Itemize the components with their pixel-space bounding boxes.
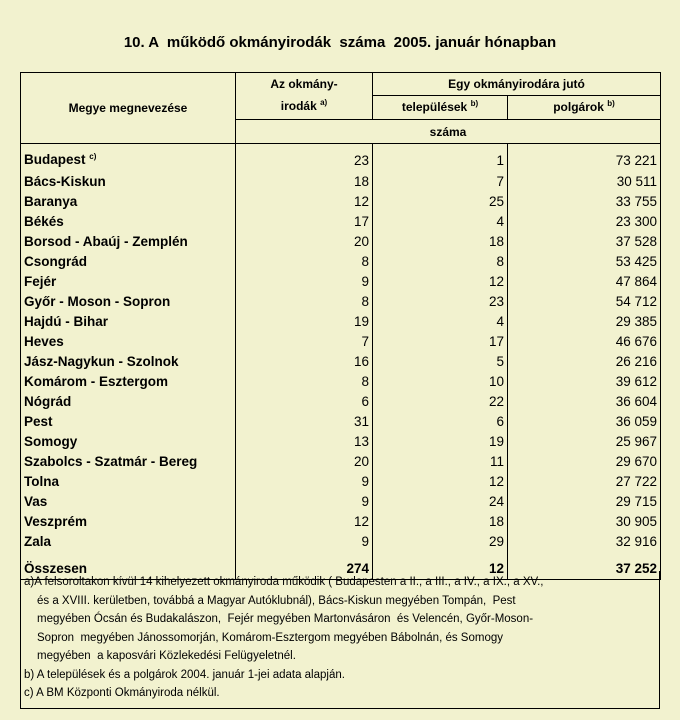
- settlements-cell: 8: [373, 252, 508, 272]
- table-row: [21, 492, 661, 512]
- table-row: [21, 352, 661, 372]
- offices-header-line2: [236, 95, 372, 119]
- settlements-cell: 4: [373, 312, 508, 332]
- table-body: [21, 144, 661, 581]
- footnote-line: megyében Ócsán és Budakalászon, Fejér megyében Martonvásáron és Velencén, Győr-Moson-: [37, 613, 534, 625]
- offices-header-line1: Az okmány-: [270, 77, 338, 91]
- table-row: [21, 372, 661, 392]
- citizens-cell: 26 216: [508, 352, 661, 372]
- citizens-cell: 27 722: [508, 472, 661, 492]
- settlements-cell: 12: [373, 472, 508, 492]
- citizens-cell: 54 712: [508, 292, 661, 312]
- table-row: [21, 150, 661, 172]
- county-header-label: Megye megnevezése: [68, 101, 188, 115]
- citizens-cell: 29 385: [508, 312, 661, 332]
- table-row: [21, 472, 661, 492]
- table-row: [21, 452, 661, 472]
- offices-cell: 17: [236, 212, 373, 232]
- citizens-header-label: polgárok: [553, 100, 604, 115]
- settlements-header-label: települések: [401, 100, 468, 115]
- offices-cell: 20: [236, 452, 373, 472]
- settlements-cell: 5: [373, 352, 508, 372]
- citizens-cell: 47 864: [508, 272, 661, 292]
- table-row: [21, 392, 661, 412]
- county-name-text: Veszprém: [24, 513, 88, 529]
- table-row: [21, 172, 661, 192]
- settlements-cell: 7: [373, 172, 508, 192]
- county-name: [21, 512, 236, 532]
- county-name-text: Csongrád: [24, 253, 88, 269]
- county-name-text: Bács-Kiskun: [24, 173, 106, 189]
- total-offices: 274: [236, 559, 373, 580]
- citizens-cell: 29 670: [508, 452, 661, 472]
- table-row: [21, 532, 661, 552]
- county-name: [21, 332, 236, 352]
- offices-footnote-mark: a): [320, 98, 328, 107]
- county-name-text: Budapest: [24, 151, 86, 167]
- county-name-text: Tolna: [24, 473, 59, 489]
- offices-cell: 18: [236, 172, 373, 192]
- offices-cell: 13: [236, 432, 373, 452]
- citizens-cell: 30 905: [508, 512, 661, 532]
- county-name-text: Heves: [24, 333, 64, 349]
- citizens-cell: 30 511: [508, 172, 661, 192]
- settlements-header: [373, 95, 508, 119]
- county-name-text: Pest: [24, 413, 53, 429]
- offices-cell: 12: [236, 512, 373, 532]
- county-name-text: Fejér: [24, 273, 57, 289]
- county-name-text: Vas: [24, 493, 48, 509]
- county-name: [21, 492, 236, 512]
- settlements-cell: 19: [373, 432, 508, 452]
- settlements-cell: 12: [373, 272, 508, 292]
- citizens-cell: 29 715: [508, 492, 661, 512]
- offices-cell: 16: [236, 352, 373, 372]
- settlements-cell: 29: [373, 532, 508, 552]
- citizens-header: [508, 95, 661, 119]
- table-row: [21, 432, 661, 452]
- offices-cell: 8: [236, 292, 373, 312]
- table-row: [21, 232, 661, 252]
- offices-cell: 7: [236, 332, 373, 352]
- footnote-line: és a XVIII. kerületben, továbbá a Magyar Autóklubnál), Bács-Kiskun megyében Tompán, Pest: [37, 594, 516, 607]
- county-name: [21, 172, 236, 192]
- offices-cell: 6: [236, 392, 373, 412]
- county-name-text: Baranya: [24, 193, 78, 209]
- citizens-cell: 23 300: [508, 212, 661, 232]
- table-row: [21, 332, 661, 352]
- settlements-cell: 6: [373, 412, 508, 432]
- table-row: [21, 252, 661, 272]
- county-name: [21, 352, 236, 372]
- settlements-cell: 17: [373, 332, 508, 352]
- citizens-cell: 36 604: [508, 392, 661, 412]
- citizens-cell: 39 612: [508, 372, 661, 392]
- county-name-text: Borsod - Abaúj - Zemplén: [24, 233, 188, 249]
- county-name-text: Nógrád: [24, 393, 72, 409]
- settlements-cell: 18: [373, 232, 508, 252]
- citizens-cell: 46 676: [508, 332, 661, 352]
- county-name: [21, 452, 236, 472]
- county-name: [21, 150, 236, 172]
- total-settlements: 12: [373, 559, 508, 580]
- offices-header-label: irodák: [280, 99, 317, 113]
- citizens-cell: 36 059: [508, 412, 661, 432]
- county-name: [21, 472, 236, 492]
- total-label: Összesen: [21, 559, 236, 580]
- footnote-line: Sopron megyében Jánossomorján, Komárom-Esztergom megyében Bábolnán, és Somogy: [37, 631, 503, 644]
- offices-cell: 9: [236, 492, 373, 512]
- settlements-cell: 25: [373, 192, 508, 212]
- offices-header: [236, 73, 373, 120]
- settlements-cell: 22: [373, 392, 508, 412]
- offices-cell: 8: [236, 372, 373, 392]
- county-name-text: Komárom - Esztergom: [24, 373, 169, 389]
- citizens-cell: 53 425: [508, 252, 661, 272]
- offices-cell: 9: [236, 472, 373, 492]
- county-name-text: Békés: [24, 213, 64, 229]
- offices-cell: 19: [236, 312, 373, 332]
- table-row: [21, 412, 661, 432]
- settlements-cell: 10: [373, 372, 508, 392]
- offices-cell: 23: [236, 150, 373, 172]
- page-title: 10. A működő okmányirodák száma 2005. január hónapban: [123, 34, 557, 51]
- total-citizens: 37 252: [508, 559, 661, 580]
- table-row: [21, 512, 661, 532]
- footnote-line: megyében a kaposvári Közlekedési Felügyeletnél.: [37, 650, 296, 662]
- table-row: [21, 192, 661, 212]
- county-name-text: Hajdú - Bihar: [24, 313, 109, 329]
- footnote-line: b) A települések és a polgárok 2004. január 1-jei adata alapján.: [24, 668, 345, 681]
- citizens-cell: 32 916: [508, 532, 661, 552]
- settlements-cell: 1: [373, 150, 508, 172]
- county-name: [21, 432, 236, 452]
- settlements-cell: 24: [373, 492, 508, 512]
- footnote-line: a)A felsoroltakon kívül 14 kihelyezett okmányiroda működik ( Budapesten a II., a III., a IV., a IX., a XV.,: [24, 576, 544, 588]
- offices-cell: 12: [236, 192, 373, 212]
- county-name: [21, 372, 236, 392]
- offices-cell: 9: [236, 272, 373, 292]
- county-name: [21, 532, 236, 552]
- county-name-text: Zala: [24, 533, 52, 549]
- offices-cell: 31: [236, 412, 373, 432]
- per-office-header: Egy okmányirodára jutó: [373, 73, 661, 96]
- table-row: [21, 212, 661, 232]
- footnote-line: c) A BM Központi Okmányiroda nélkül.: [24, 687, 220, 699]
- county-name-text: Somogy: [24, 433, 78, 449]
- county-footnote-mark: c): [89, 151, 97, 161]
- county-name: [21, 252, 236, 272]
- county-name: [21, 292, 236, 312]
- county-name: [21, 412, 236, 432]
- citizens-cell: 73 221: [508, 150, 661, 172]
- offices-cell: 8: [236, 252, 373, 272]
- footnotes: [20, 571, 660, 709]
- offices-cell: 20: [236, 232, 373, 252]
- citizens-cell: 33 755: [508, 192, 661, 212]
- county-name-text: Győr - Moson - Sopron: [24, 293, 171, 309]
- county-name-text: Szabolcs - Szatmár - Bereg: [24, 453, 198, 469]
- offices-cell: 9: [236, 532, 373, 552]
- county-header: [21, 73, 236, 144]
- county-name-text: Jász-Nagykun - Szolnok: [24, 353, 179, 369]
- settlements-footnote-mark: b): [470, 99, 479, 109]
- table-row: [21, 312, 661, 332]
- unit-header: száma: [236, 120, 661, 144]
- table-row: [21, 272, 661, 292]
- settlements-cell: 11: [373, 452, 508, 472]
- county-name: [21, 392, 236, 412]
- county-name: [21, 232, 236, 252]
- county-name: [21, 312, 236, 332]
- data-table: [20, 72, 661, 580]
- table-row: [21, 292, 661, 312]
- county-name: [21, 192, 236, 212]
- county-name: [21, 272, 236, 292]
- settlements-cell: 4: [373, 212, 508, 232]
- county-name: [21, 212, 236, 232]
- citizens-cell: 25 967: [508, 432, 661, 452]
- settlements-cell: 18: [373, 512, 508, 532]
- citizens-footnote-mark: b): [607, 99, 615, 109]
- settlements-cell: 23: [373, 292, 508, 312]
- citizens-cell: 37 528: [508, 232, 661, 252]
